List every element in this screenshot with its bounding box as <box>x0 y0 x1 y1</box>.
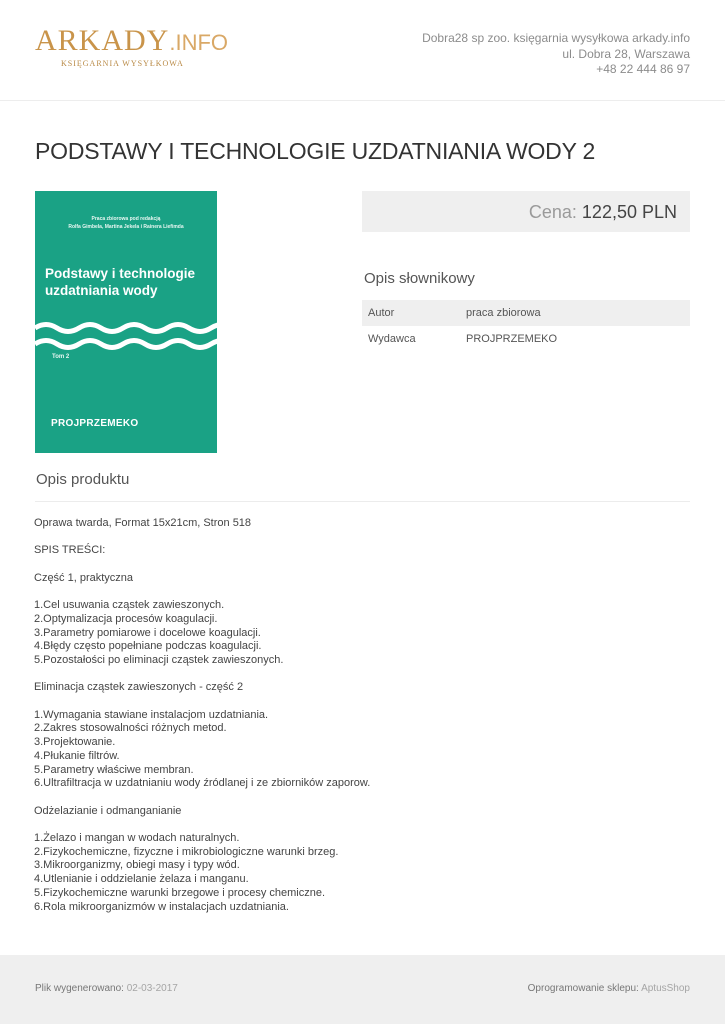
description-line: Oprawa twarda, Format 15x21cm, Stron 518 <box>34 517 252 529</box>
generated-date: 02-03-2017 <box>126 983 178 994</box>
description-body <box>34 517 689 914</box>
dictionary-key: Autor <box>368 307 395 319</box>
description-line: 4.Utlenianie i oddzielanie żelaza i manganu. <box>34 873 249 886</box>
shop-contact <box>422 31 690 78</box>
description-line: 2.Fizykochemiczne, fizyczne i mikrobiologiczne warunki brzeg. <box>34 845 339 858</box>
description-line: 6.Ultrafiltracja w uzdatnianiu wody źródlanej i ze zbiorników zaporow. <box>34 777 371 790</box>
blank-line <box>34 531 689 545</box>
cover-editors <box>35 215 217 231</box>
description-line: 3.Parametry pomiarowe i docelowe koagulacji. <box>34 626 261 639</box>
description-line: 3.Mikroorganizmy, obiegi masy i typy wód. <box>34 859 240 872</box>
cover-editors-line: Praca zbiorowa pod redakcją <box>91 216 161 222</box>
description-line: Odżelazianie i odmanganianie <box>34 804 182 817</box>
contact-address: ul. Dobra 28, Warszawa <box>562 46 690 61</box>
description-line: Eliminacja cząstek zawieszonych - część 2 <box>34 681 244 694</box>
description-line: 5.Parametry właściwe membran. <box>34 763 194 776</box>
description-line: 3.Projektowanie. <box>34 736 116 749</box>
software-label: Oprogramowanie sklepu: <box>527 983 639 994</box>
description-heading: Opis produktu <box>36 471 130 488</box>
description-line: SPIS TREŚCI: <box>34 544 106 557</box>
dictionary-value: PROJPRZEMEKO <box>466 333 558 345</box>
description-line: 1.Cel usuwania cząstek zawieszonych. <box>34 599 225 612</box>
cover-title-line: uzdatniania wody <box>45 283 158 298</box>
logo[interactable] <box>35 26 228 68</box>
price <box>529 202 677 223</box>
blank-line <box>34 585 689 599</box>
logo-main-text: ARKADY <box>35 24 170 57</box>
description-line: 6.Rola mikroorganizmów w instalacjach uzdatniania. <box>34 900 289 913</box>
description-line: 2.Optymalizacja procesów koagulacji. <box>34 612 218 625</box>
cover-editors-line: Rolfa Gimbela, Martina Jekela i Rainera Liefimda <box>68 224 184 230</box>
description-line: 2.Zakres stosowalności różnych metod. <box>34 722 227 735</box>
software-info <box>528 983 690 994</box>
page-footer <box>0 955 725 1024</box>
blank-line <box>34 558 689 572</box>
logo-wordmark <box>35 26 228 58</box>
page-header <box>0 0 725 101</box>
cover-volume: Tom 2 <box>52 354 70 360</box>
table-row <box>362 300 690 326</box>
cover-title-line: Podstawy i technologie <box>45 266 196 281</box>
price-label: Cena: <box>528 202 577 222</box>
blank-line <box>34 695 689 709</box>
dictionary-key: Wydawca <box>368 333 416 345</box>
dictionary-heading: Opis słownikowy <box>364 270 475 287</box>
price-box <box>362 191 690 232</box>
dictionary-table <box>362 300 690 352</box>
generated-info <box>35 983 178 994</box>
product-title: PODSTAWY I TECHNOLOGIE UZDATNIANIA WODY 2 <box>35 138 596 164</box>
table-row <box>362 326 690 352</box>
logo-tagline: KSIĘGARNIA WYSYŁKOWA <box>61 59 184 68</box>
description-line: 1.Wymagania stawiane instalacjom uzdatniania. <box>34 708 269 721</box>
generated-label: Plik wygenerowano: <box>35 983 124 994</box>
description-line: 4.Płukanie filtrów. <box>34 749 120 762</box>
contact-company: Dobra28 sp zoo. księgarnia wysyłkowa arkady.info <box>422 31 690 45</box>
blank-line <box>34 791 689 805</box>
description-line: 5.Pozostałości po eliminacji cząstek zawieszonych. <box>34 653 284 666</box>
software-link[interactable]: AptusShop <box>641 983 690 994</box>
blank-line <box>34 818 689 832</box>
description-line: 5.Fizykochemiczne warunki brzegowe i procesy chemiczne. <box>34 886 326 899</box>
price-value: 122,50 PLN <box>581 202 677 222</box>
description-line: 1.Żelazo i mangan w wodach naturalnych. <box>34 832 240 845</box>
book-cover-image <box>35 191 217 453</box>
divider <box>35 501 690 502</box>
dictionary-value: praca zbiorowa <box>466 307 541 319</box>
cover-title <box>45 265 211 299</box>
description-line: 4.Błędy często popełniane podczas koagulacji. <box>34 640 262 653</box>
blank-line <box>34 668 689 682</box>
contact-phone: +48 22 444 86 97 <box>596 62 690 76</box>
cover-publisher: PROJPRZEMEKO <box>51 418 139 429</box>
logo-suffix-text: .INFO <box>169 30 229 55</box>
description-line: Część 1, praktyczna <box>34 571 134 584</box>
